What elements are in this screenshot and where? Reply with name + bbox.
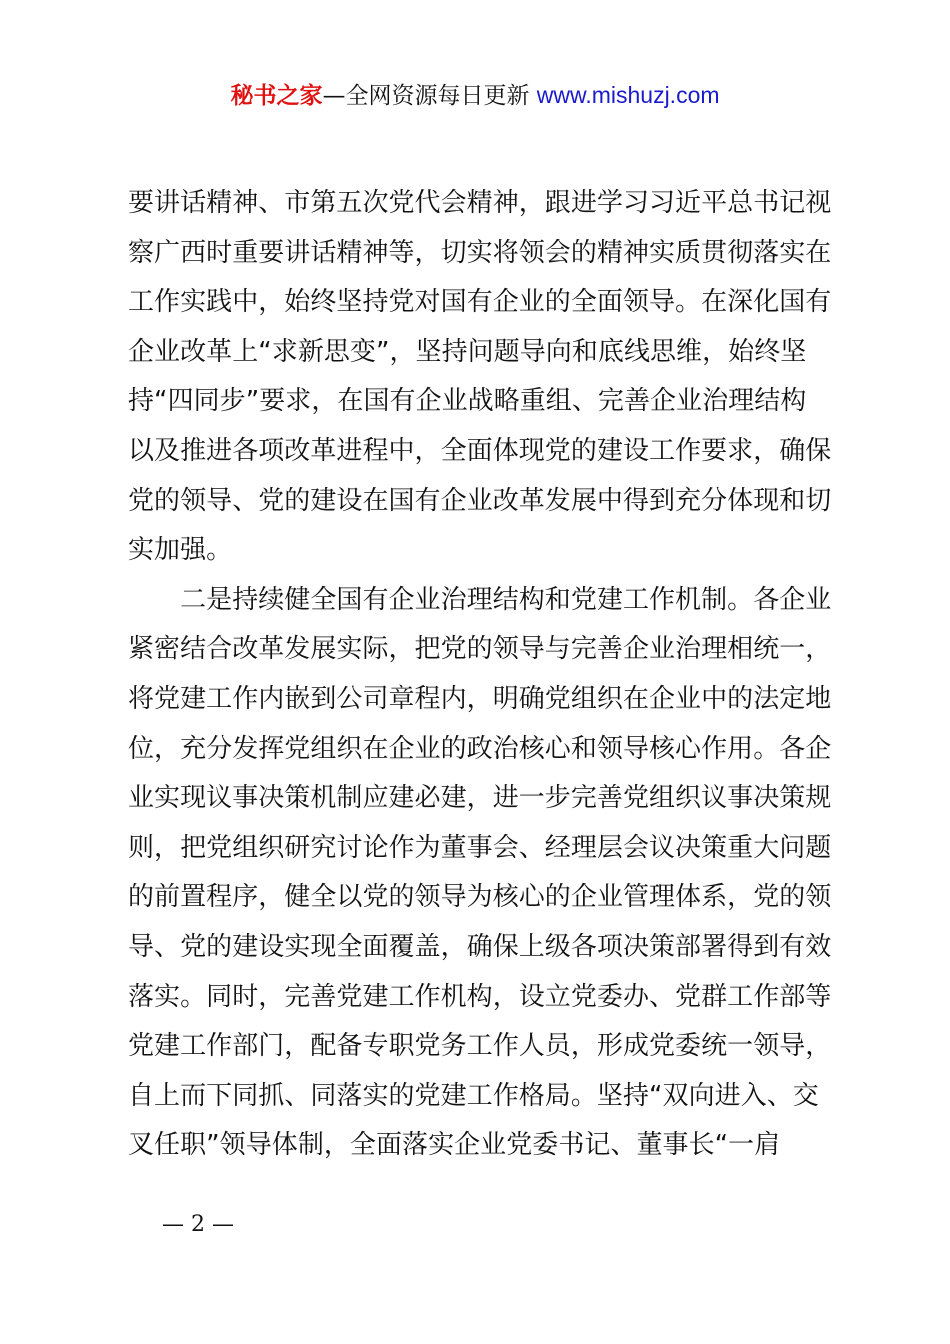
text-line: 叉任职”领导体制，全面落实企业党委书记、董事长“一肩 xyxy=(128,1130,781,1161)
text-line: 紧密结合改革发展实际，把党的领导与完善企业治理相统一， xyxy=(128,634,832,665)
text-line: 察广西时重要讲话精神等，切实将领会的精神实质贯彻落实在 xyxy=(128,237,832,268)
text-line: 则，把党组织研究讨论作为董事会、经理层会议决策重大问题 xyxy=(128,832,832,863)
text-line: 导、党的建设实现全面覆盖，确保上级各项决策部署得到有效 xyxy=(128,931,832,962)
header-tagline: —全网资源每日更新 xyxy=(322,83,537,109)
text-line: 的前置程序，健全以党的领导为核心的企业管理体系，党的领 xyxy=(128,882,832,913)
page-number: — 2 — xyxy=(162,1212,234,1237)
text-line: 以及推进各项改革进程中，全面体现党的建设工作要求，确保 xyxy=(128,435,832,466)
document-body xyxy=(128,179,838,1171)
text-line: 实加强。 xyxy=(128,535,233,566)
text-line: 落实。同时，完善党建工作机构，设立党委办、党群工作部等 xyxy=(128,981,832,1012)
text-line: 位，充分发挥党组织在企业的政治核心和领导核心作用。各企 xyxy=(128,733,832,764)
text-line: 要讲话精神、市第五次党代会精神，跟进学习习近平总书记视 xyxy=(128,188,832,218)
text-line: 业实现议事决策机制应建必建，进一步完善党组织议事决策规 xyxy=(128,783,832,814)
text-line: 二是持续健全国有企业治理结构和党建工作机制。各企业 xyxy=(128,584,832,615)
text-line: 党的领导、党的建设在国有企业改革发展中得到充分体现和切 xyxy=(128,485,832,516)
text-line: 自上而下同抓、同落实的党建工作格局。坚持“双向进入、交 xyxy=(128,1080,819,1111)
site-url-link[interactable]: www.mishuzj.com xyxy=(536,82,720,108)
text-line: 企业改革上“求新思变”，坚持问题导向和底线思维，始终坚 xyxy=(128,336,807,367)
text-line: 党建工作部门，配备专职党务工作人员，形成党委统一领导， xyxy=(128,1031,832,1062)
text-line: 工作实践中，始终坚持党对国有企业的全面领导。在深化国有 xyxy=(128,287,832,318)
text-line: 持“四同步”要求，在国有企业战略重组、完善企业治理结构 xyxy=(128,386,807,417)
brand-name: 秘书之家 xyxy=(230,83,323,109)
text-line: 将党建工作内嵌到公司章程内，明确党组织在企业中的法定地 xyxy=(128,683,832,714)
site-header xyxy=(0,78,950,113)
